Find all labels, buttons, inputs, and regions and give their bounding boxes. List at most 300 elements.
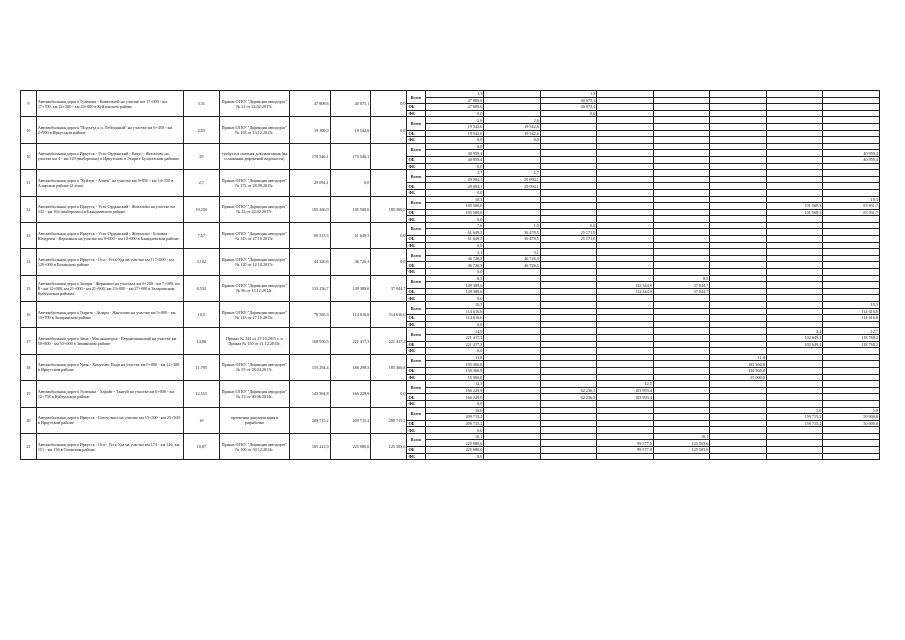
value-cell [484,348,541,355]
value-cell [597,242,654,249]
value-cell [653,302,710,309]
value-cell [710,196,767,203]
value-cell: 114 616,6 [823,315,880,322]
road-name: Автомобильная дорога Залари - Жерновки на участках км 6+200 - км 7+000, км 8 - км 12+000, км 21+000 - км 21+900, км 23+000 - км 27+000 в Заларинском, Куйтунском районах [36,275,183,301]
value-cell: 50 000,0 [823,414,880,421]
design-document: Приказ ОГКУ "Дирекция автодорог" № 143 от 27.10.2015г. [219,302,289,328]
value-cell: 99 577,0 [597,447,654,454]
table-row [21,91,880,98]
ob-label: ОБ [407,130,425,137]
value-cell: 101 568,3 [766,209,823,216]
next-cost: 185 500,0 [371,196,407,222]
value-cell: 0,0 [425,216,484,223]
value-cell [653,407,710,414]
value-cell [540,334,597,341]
value-cell: 10,1 [425,433,484,440]
estimated-cost: 133 256,7 [289,275,330,301]
value-cell [597,302,654,309]
value-cell [766,275,823,282]
value-cell: 7,6 [425,222,484,229]
remaining-cost: 170 546,1 [330,143,371,169]
value-cell [597,348,654,355]
value-cell [597,196,654,203]
value-cell: 159 715,2 [766,420,823,427]
value-cell: 185 500,0 [425,209,484,216]
value-cell [597,269,654,276]
value-cell: 50 000,0 [823,420,880,427]
value-cell [710,91,767,98]
value-cell: 103 993,4 [597,387,654,394]
value-cell [653,196,710,203]
value-cell [653,269,710,276]
value-cell [484,354,541,361]
design-document: требуется сметная документация (на основании дефектной ведомости) [219,143,289,169]
value-cell [597,328,654,335]
value-cell [653,229,710,236]
value-cell [540,249,597,256]
value-cell: 3,1 [484,249,541,256]
fb-label: ФБ [407,348,425,355]
next-cost: 209 715,2 [371,407,407,433]
row-number: 12 [21,196,37,222]
road-name: Автомобильная дорога Иркутск - Усть-Ордынский - Жигалово - Ботовка - Юмурчен - Верхоянск на участке км 9+000 - км 10+000 в Баяндаевском районе [36,222,183,248]
remaining-cost: 166 229,9 [330,381,371,407]
value-cell: 125 503,6 [653,440,710,447]
value-cell [540,427,597,434]
value-cell: 114 616,6 [823,308,880,315]
value-cell [540,447,597,454]
value-cell [823,104,880,111]
value-cell [540,242,597,249]
value-cell [540,348,597,355]
length-km: 3,102 [183,249,219,275]
value-cell: 0,0 [425,295,484,302]
value-cell [766,137,823,144]
value-cell [653,387,710,394]
value-cell [766,447,823,454]
value-cell [484,282,541,289]
value-cell [710,433,767,440]
length-km: 10,5 [183,302,219,328]
value-cell: 19 542,6 [484,130,541,137]
design-document: Приказ ОГКУ "Дирекция автодорог" № 55 от 28.04.2017г. [219,354,289,380]
value-cell [653,236,710,243]
value-cell [710,150,767,157]
length-km: 29 [183,143,219,169]
value-cell [766,249,823,256]
value-cell: 185 366,8 [425,361,484,368]
value-cell [597,321,654,328]
estimated-cost: 209 715,2 [289,407,330,433]
value-cell [597,137,654,144]
value-cell [710,275,767,282]
total-label: Всего [407,354,425,367]
value-cell [484,414,541,421]
value-cell [597,130,654,137]
value-cell [597,400,654,407]
value-cell: 0,0 [540,110,597,117]
value-cell [710,440,767,447]
value-cell [823,229,880,236]
value-cell [484,302,541,309]
value-cell [484,91,541,98]
length-km: 12,515 [183,381,219,407]
value-cell [710,302,767,309]
value-cell [766,216,823,223]
ob-label: ОБ [407,420,425,427]
value-cell [653,328,710,335]
row-number: 10 [21,143,37,169]
value-cell [823,447,880,454]
value-cell: 102 649,1 [766,334,823,341]
value-cell [710,110,767,117]
value-cell [710,334,767,341]
value-cell [823,394,880,401]
value-cell [823,91,880,98]
value-cell: 1,0 [484,222,541,229]
value-cell [653,130,710,137]
row-number: 21 [21,433,37,459]
value-cell [540,414,597,421]
value-cell: 114 616,6 [425,315,484,322]
value-cell [823,440,880,447]
value-cell [766,354,823,361]
ob-label: ОБ [407,447,425,454]
value-cell: 112 344,9 [597,288,654,295]
value-cell: 2,7 [484,170,541,177]
total-label: Всего [407,433,425,446]
value-cell: 29 094,1 [425,176,484,183]
value-cell [766,394,823,401]
value-cell [597,209,654,216]
row-number: 20 [21,407,37,433]
length-km: 2,7 [183,170,219,196]
value-cell [766,361,823,368]
value-cell: 2,2 [766,328,823,335]
value-cell [540,189,597,196]
value-cell [653,361,710,368]
value-cell [710,249,767,256]
value-cell [766,143,823,150]
row-number: 10 [21,117,37,143]
value-cell [823,163,880,170]
value-cell: 149 389,6 [425,282,484,289]
remaining-cost: 225 080,6 [330,433,371,459]
value-cell [597,453,654,460]
value-cell [653,308,710,315]
length-km: 10,256 [183,196,219,222]
row-number: 18 [21,354,37,380]
road-name: Автомобильная дорога Тырить - Залари - Жигалово на участке км 5+000 - км 15+700 в Заларинском районе [36,302,183,328]
ob-label: ОБ [407,341,425,348]
next-cost [371,143,407,169]
value-cell [540,130,597,137]
road-name: Автомобильная дорога Иркутск - Усть-Ордынский - Жигалово на участке км 132 - км 163 (выборочно) в Баяндаевском районе [36,196,183,222]
table-row [21,249,880,256]
total-label: Всего [407,381,425,394]
value-cell [597,222,654,229]
ob-label: ОБ [407,236,425,243]
value-cell: 83 931,7 [823,203,880,210]
value-cell: 209 715,2 [425,420,484,427]
value-cell [653,420,710,427]
value-cell [540,341,597,348]
value-cell: 159 715,2 [766,414,823,421]
value-cell [766,400,823,407]
value-cell [484,328,541,335]
value-cell: 83 931,7 [823,209,880,216]
value-cell: 25 171,0 [540,229,597,236]
value-cell [653,341,710,348]
value-cell [766,123,823,130]
estimated-cost: 78 565,3 [289,302,330,328]
value-cell [540,275,597,282]
value-cell [766,288,823,295]
estimated-cost: 60 513,3 [289,222,330,248]
value-cell [823,183,880,190]
value-cell: 55 000,0 [710,374,767,381]
road-program-table [20,90,880,460]
ob-label: ОБ [407,394,425,401]
value-cell: 6,6 [540,222,597,229]
total-label: Всего [407,143,425,156]
value-cell [540,163,597,170]
value-cell [766,222,823,229]
value-cell: 225 080,6 [425,447,484,454]
value-cell: 10,0 [425,407,484,414]
table-row [21,170,880,177]
remaining-cost: 0,0 [330,170,371,196]
value-cell: 5,0 [823,407,880,414]
value-cell [653,400,710,407]
remaining-cost: 221 417,3 [330,328,371,354]
value-cell: 99 577,0 [597,440,654,447]
design-document: Приказ ОГКУ "Дирекция автодорог" № 106 от 30.12.2014г. [219,433,289,459]
value-cell [597,414,654,421]
value-cell [653,222,710,229]
value-cell [597,163,654,170]
value-cell: 10,3 [425,196,484,203]
total-label: Всего [407,302,425,315]
value-cell [653,249,710,256]
remaining-cost: 186 298,3 [330,354,371,380]
value-cell: 0,0 [425,269,484,276]
value-cell [823,249,880,256]
value-cell [540,203,597,210]
fb-label: ФБ [407,163,425,170]
value-cell [710,414,767,421]
value-cell [823,189,880,196]
value-cell [484,400,541,407]
value-cell [710,427,767,434]
value-cell: 12,5 [597,381,654,388]
value-cell [766,170,823,177]
remaining-cost: 61 649,5 [330,222,371,248]
value-cell [653,374,710,381]
value-cell [766,236,823,243]
table-row [21,143,880,150]
value-cell: 46 726,3 [425,255,484,262]
length-km: 3,31 [183,91,219,117]
value-cell [823,433,880,440]
value-cell [766,295,823,302]
value-cell: 0,0 [425,242,484,249]
value-cell [823,130,880,137]
value-cell [597,170,654,177]
value-cell [766,104,823,111]
value-cell [484,275,541,282]
value-cell [653,163,710,170]
fb-label: ФБ [407,295,425,302]
value-cell: 0,0 [425,143,484,150]
value-cell [823,123,880,130]
value-cell [710,209,767,216]
value-cell [766,387,823,394]
value-cell [540,381,597,388]
value-cell [710,308,767,315]
value-cell [710,104,767,111]
value-cell [823,453,880,460]
value-cell [823,242,880,249]
remaining-cost: 209 715,2 [330,407,371,433]
value-cell [710,321,767,328]
road-name: Автомобильная дорога Иркутск - Усть-Ордынский - Качуг - Жигалово на участке км 4 - км 129 (выборочно) в Иркутском и Эхирит-Булагатском районах [36,143,183,169]
value-cell [710,381,767,388]
length-km: 10,07 [183,433,219,459]
ob-label: ОБ [407,209,425,216]
value-cell [710,269,767,276]
value-cell: 221 417,3 [425,334,484,341]
value-cell: 2,6 [425,117,484,124]
next-cost: 0,0 [371,117,407,143]
value-cell [597,334,654,341]
value-cell: 209 715,2 [425,414,484,421]
value-cell: 114 616,6 [425,308,484,315]
value-cell: 40 959,4 [823,156,880,163]
value-cell [766,433,823,440]
value-cell [766,367,823,374]
value-cell [710,341,767,348]
value-cell [540,433,597,440]
value-cell: 0,0 [425,163,484,170]
road-name: Автомобильная дорога Иркутск - Голоустное на участке км 15+500 - км 25+500 в Иркутском районе [36,407,183,433]
value-cell [540,315,597,322]
table-row [21,302,880,309]
total-label: Всего [407,170,425,183]
row-number: 14 [21,249,37,275]
value-cell [484,156,541,163]
value-cell [710,130,767,137]
value-cell [710,255,767,262]
ob-label: ОБ [407,367,425,374]
value-cell [766,381,823,388]
fb-label: ФБ [407,374,425,381]
value-cell [710,242,767,249]
value-cell [597,315,654,322]
value-cell [766,110,823,117]
value-cell: 29 094,1 [484,176,541,183]
total-label: Всего [407,91,425,104]
value-cell [540,308,597,315]
value-cell: 12,5 [425,381,484,388]
value-cell: 46 726,3 [484,255,541,262]
value-cell [766,321,823,328]
value-cell [823,354,880,361]
value-cell: 36 478,5 [484,229,541,236]
value-cell [766,91,823,98]
value-cell [484,381,541,388]
value-cell [597,203,654,210]
value-cell [766,308,823,315]
value-cell [653,427,710,434]
total-label: Всего [407,117,425,130]
value-cell [540,123,597,130]
value-cell [823,374,880,381]
value-cell: 10,5 [425,302,484,309]
value-cell [710,203,767,210]
value-cell [597,427,654,434]
fb-label: ФБ [407,269,425,276]
fb-label: ФБ [407,427,425,434]
value-cell [540,361,597,368]
value-cell [484,308,541,315]
value-cell [484,97,541,104]
value-cell [653,150,710,157]
value-cell [484,295,541,302]
value-cell [484,242,541,249]
value-cell [540,420,597,427]
remaining-cost: 46 726,3 [330,249,371,275]
value-cell: 0,0 [425,427,484,434]
next-cost: 0,0 [371,381,407,407]
value-cell [540,374,597,381]
value-cell: 36 478,5 [484,236,541,243]
value-cell: 61 649,5 [425,236,484,243]
value-cell [597,249,654,256]
value-cell [540,209,597,216]
value-cell: 0,0 [425,137,484,144]
value-cell: 5,0 [766,407,823,414]
remaining-cost: 19 542,6 [330,117,371,143]
value-cell [710,394,767,401]
value-cell [484,374,541,381]
value-cell [710,387,767,394]
estimated-cost: 185 266,9 [289,196,330,222]
value-cell [653,216,710,223]
value-cell: 46 726,3 [425,262,484,269]
next-cost: 0,0 [371,222,407,248]
value-cell: 0,0 [425,348,484,355]
value-cell: 19 542,6 [425,130,484,137]
value-cell [710,348,767,355]
value-cell [710,420,767,427]
value-cell: 40 959,4 [823,150,880,157]
value-cell [540,170,597,177]
table-row [21,354,880,361]
value-cell [484,361,541,368]
next-cost [371,170,407,196]
value-cell [710,453,767,460]
value-cell [766,130,823,137]
next-cost: 0,0 [371,249,407,275]
value-cell [653,183,710,190]
value-cell: 112 344,9 [597,282,654,289]
remaining-cost: 40 075,1 [330,91,371,117]
value-cell [823,143,880,150]
value-cell [823,216,880,223]
value-cell [484,433,541,440]
road-name: Автомобильная дорога Иркутск - Оса - Усть-Уда на участке км 173 - км 146, км 151 - км 156 в Осинском районе [36,433,183,459]
